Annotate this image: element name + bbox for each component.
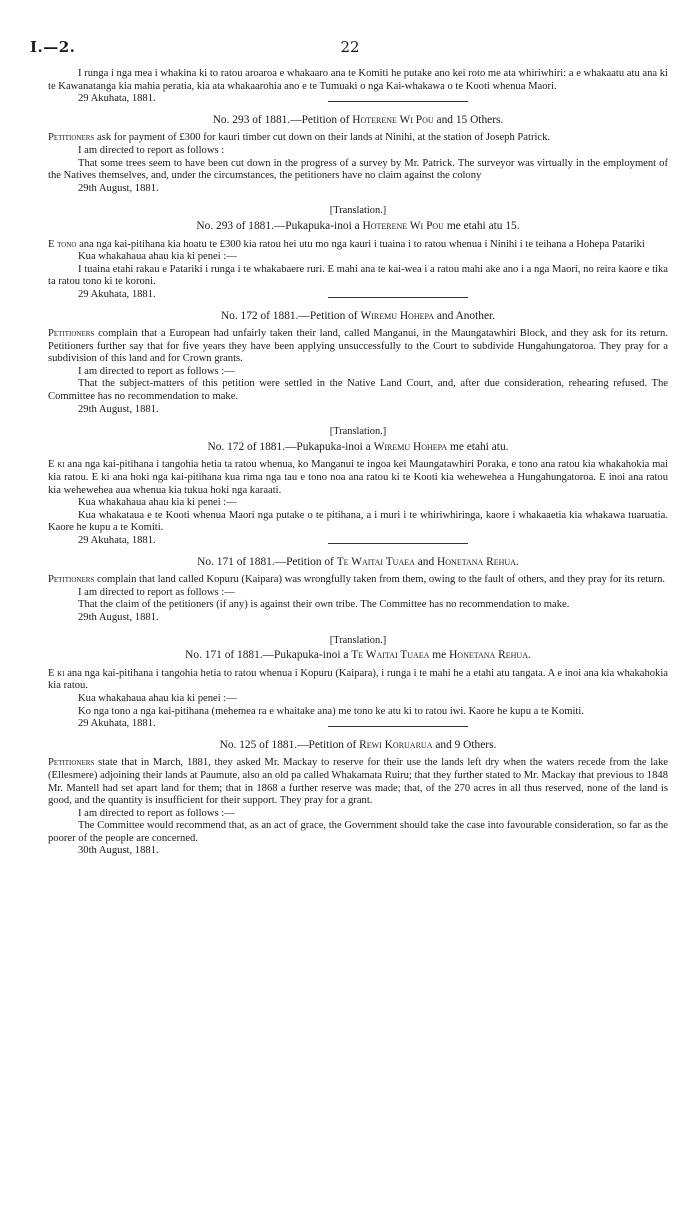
page-content [48,68,668,858]
petitioner-name-2: Honetana Rehua [449,649,528,662]
petition-293-translation [48,205,668,300]
report-intro: Kua whakahaua ahau kia ki penei :— [78,692,237,704]
petition-date: 30th August, 1881. [78,845,159,857]
petition-title: No. 293 of 1881.—Pukapuka-inoi a Hoterene Wi Pou me etahi atu 15. [196,219,520,232]
petition-body: Petitioners state that in March, 1881, they asked Mr. Mackay to reserve for their use the lands left dry when the waters recede from the lake (Ellesmere) adjoining their lands at Paumute, also an old pa called Whakamata Ruiru; that they further stated to Mr. Mackay that previous to 1848 Mr. Mantell had set apart land for them; that in 1868 a further reserve was made; that, of the 270 acres in all thus reserved, none of the land is good, and the quantity is insufficient for their support. They pray for a grant. [48,757,668,807]
report-text: The Committee would recommend that, as an act of grace, the Government should take the case into favourable consideration, so far as the poorer of the people are concerned. [48,820,668,844]
report-intro: Kua whakahaua ahau kia ki penei :— [78,251,237,263]
petition-date: 29 Akuhata, 1881. [78,718,156,730]
petition-date: 29th August, 1881. [78,403,159,415]
petition-title: No. 171 of 1881.—Petition of Te Waitai Tuaea and Honetana Rehua. [197,555,519,568]
petitioner-name: Rewi Koruarua [359,738,433,751]
report-intro: I am directed to report as follows : [78,144,225,156]
petitioner-name: Hoterene Wi Pou [352,113,434,126]
petition-date: 29 Akuhata, 1881. [78,535,156,546]
petition-body: E ki ana nga kai-pitihana i tangohia hetia to ratou whenua i Kopuru (Kaipara), i runga i te mahi he a etahi atu tangata. A e inoi ana kia whakahokia kia ratou. [48,667,668,692]
petition-title: No. 172 of 1881.—Pukapuka-inoi a Wiremu Hohepa me etahi atu. [207,440,509,453]
petitioner-name: Wiremu Hohepa [373,440,448,453]
report-intro: I am directed to report as follows :— [78,586,235,598]
petition-171-translation [48,634,668,730]
report-text: I tuaina etahi rakau e Patariki i runga i te whakabaere ruri. E mahi ana te kai-wea i a ratou mahi ake ano i a nga Maori, no reira kaore e tika ta ratou tono ki te koroni. [48,263,668,288]
petition-171-english [48,556,668,625]
section-rule [328,297,468,298]
petitioner-name: Wiremu Hohepa [360,309,434,322]
report-text: Ko nga tono a nga kai-pitihana (mehemea ra e whaitake ana) me tono ke atu ki to ratou iwi. Kaore he kupu a te Komiti. [78,705,584,717]
translation-label: [Translation.] [329,205,387,217]
petition-title: No. 171 of 1881.—Pukapuka-inoi a Te Waitai Tuaea me Honetana Rehua. [185,649,531,662]
petition-body: Petitioners ask for payment of £300 for kauri timber cut down on their lands at Ninihi, at the station of Joseph Patrick. [48,132,551,144]
petition-body: Petitioners complain that a European had unfairly taken their land, called Manganui, in the Maungatawhiri Block, and they ask for its return. Petitioners further say that for five years they have been applying unsuccessfully to the Court to subdivide Hungahungatoroa. They pray for a subdivision of this land and for Crown grants. [48,328,668,365]
report-text: That the subject-matters of this petition were settled in the Native Land Court, and, after due consideration, rehearing refused. The Committee has no recommendation to make. [48,378,668,403]
report-intro: I am directed to report as follows :— [78,807,235,819]
petitioner-name: Te Waitai Tuaea [336,555,415,568]
petition-date: 29 Akuhata, 1881. [78,288,156,300]
section-rule [328,101,468,102]
translation-label: [Translation.] [329,426,387,438]
petition-date: 29th August, 1881. [78,182,159,194]
petition-293-english [48,114,668,196]
report-text: Kua whakataua e te Kooti whenua Maori nga putake o te pitihana, a i muri i te whiriwhiringa, kaore i whakaaetia kia whakawa tuaruatia. Kaore he kupu a te Komiti. [48,509,668,534]
petition-body: E ki ana nga kai-pitihana i tangohia hetia ta ratou whenua, ko Manganui te ingoa kei Maungatawhiri Poraka, e tono ana ratou kia whakahokia mai kia ratou. E ki ana hoki nga kai-pitihana kua rima nga tau e tono noa ana ratou ki te Kooti kia wehewehea a Hungahungatoroa. E inoi ana ratou kia wehewehea aua whenua kia tukua hoki nga karaati. [48,459,668,496]
petitioner-name: Te Waitai Tuaea [351,649,430,662]
section-rule [328,543,468,544]
report-intro: I am directed to report as follows :— [78,365,235,377]
petition-title: No. 293 of 1881.—Petition of Hoterene Wi Pou and 15 Others. [212,113,504,126]
petition-172-translation [48,426,668,546]
petitioner-name: Hoterene Wi Pou [362,219,444,232]
translation-label: [Translation.] [329,634,387,646]
page-number: 22 [340,38,360,56]
intro-section [48,68,668,105]
report-intro: Kua whakahaua ahau kia ki penei :— [78,497,237,509]
petition-date: 29th August, 1881. [78,611,159,623]
report-text: That the claim of the petitioners (if any) is against their own tribe. The Committee has no recommendation to make. [78,599,570,611]
petitioner-name-2: Honetana Rehua [437,555,516,568]
report-text: That some trees seem to have been cut down in the progress of a survey by Mr. Patrick. The surveyor was virtually in the employment of the Natives themselves, and, under the circumstances, the petitioners have no claim against the colony [48,157,668,182]
petition-title: No. 125 of 1881.—Petition of Rewi Koruarua and 9 Others. [219,738,497,751]
petition-125-english [48,739,668,858]
petition-body: Petitioners complain that land called Kopuru (Kaipara) was wrongfully taken from them, owing to the fault of others, and they pray for its return. [48,574,666,586]
petition-title: No. 172 of 1881.—Petition of Wiremu Hohepa and Another. [220,309,496,322]
petition-172-english [48,310,668,417]
page-header [0,38,700,58]
intro-paragraph: I runga i nga mea i whakina ki to ratou aroaroa e whakaaro ana te Komiti he putake ano kei roto me ata whiriwhiri: a e whakaatu atu ana ki te Kawanatanga kia mahia peratia, kia ata whakaarohia ano e te Tumuaki o nga Kai-whakawa o te Kooti whenua Maori. [48,68,668,92]
intro-date: 29 Akuhata, 1881. [78,93,156,105]
paper-reference: I.—2. [30,38,76,56]
petition-body: E tono ana nga kai-pitihana kia hoatu te £300 kia ratou hei utu mo nga kauri i tuaina i to ratou whenua i Ninihi i te teihana a Hohepa Patariki [48,238,645,250]
section-rule [328,726,468,727]
